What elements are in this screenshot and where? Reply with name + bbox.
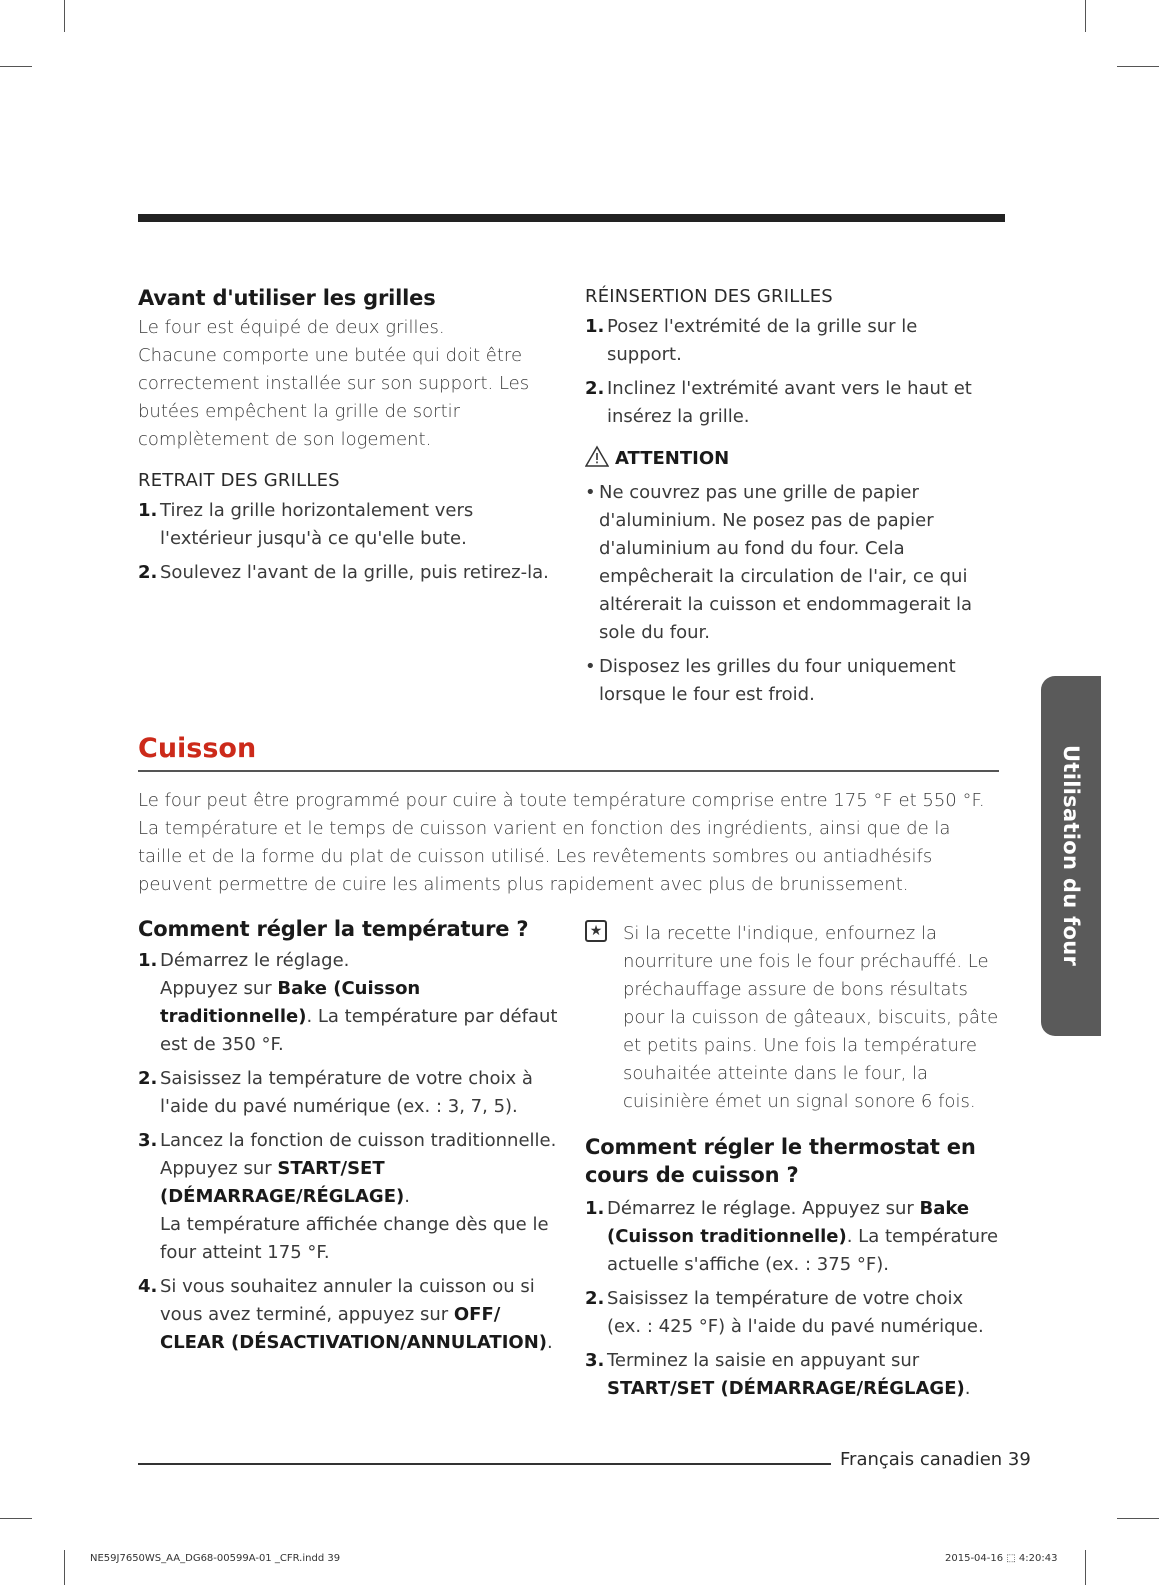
step-text: Saisissez la température de votre choix (ex. : 425 °F) à l'aide du pavé numérique.: [607, 1288, 984, 1337]
crop-mark: [0, 1518, 32, 1519]
print-slug-file: NE59J7650WS_AA_DG68-00599A-01 _CFR.indd 39: [90, 1553, 341, 1564]
attention-label: ATTENTION: [615, 448, 730, 469]
subheading: RETRAIT DES GRILLES: [138, 470, 340, 491]
step-text: Inclinez l'extrémité avant vers le haut et insérez la grille.: [607, 378, 972, 427]
print-slug-date: 2015-04-16 ⬚ 4:20:43: [945, 1553, 1058, 1564]
step-item: [138, 497, 558, 553]
step-text-part: .: [546, 1332, 553, 1353]
step-number: 1.: [585, 1198, 605, 1219]
temp-column: [138, 917, 558, 1357]
step-text-part: Si vous souhaitez annuler la cuisson ou si vous avez terminé, appuyez sur: [160, 1276, 535, 1325]
intro-block: [138, 787, 1000, 899]
chapter-side-tab: [1041, 676, 1101, 1036]
paragraph: La température et le temps de cuisson varient en fonction des ingrédients, ainsi que de la taille et de la forme du plat de cuisson utilisé. Les revêtements sombres ou antiadhésifs peuvent permettre de cuire les aliments plus rapidement avec plus de brunissement.: [138, 818, 951, 895]
section-heading: Comment régler le thermostat en cours de cuisson ?: [585, 1135, 976, 1187]
side-tab-label: Utilisation du four: [1059, 745, 1083, 967]
step-text-part: . La température par défaut est de 350 °F.: [160, 1006, 558, 1055]
note-block: [585, 920, 1000, 1116]
step-item: [585, 1285, 1000, 1341]
step-item: [585, 1195, 1000, 1279]
step-number: 3.: [138, 1130, 158, 1151]
step-item: [585, 375, 995, 431]
crop-mark: [1117, 1518, 1159, 1519]
step-item: [138, 559, 558, 587]
bullet-text: Disposez les grilles du four uniquement lorsque le four est froid.: [599, 656, 956, 705]
bullet-text: Ne couvrez pas une grille de papier d'aluminium. Ne posez pas de papier d'aluminium au fond du four. Cela empêcherait la circulation de l'air, ce qui altérerait la cuisson et endommagerait la sole du four.: [599, 482, 973, 643]
crop-mark: [1117, 66, 1159, 67]
key-label: Bake (Cuisson traditionnelle): [607, 1198, 970, 1247]
step-text-part: .: [964, 1378, 971, 1399]
step-item: [138, 1273, 558, 1357]
step-text-part: . La température actuelle s'affiche (ex. : 375 °F).: [607, 1226, 999, 1275]
step-text: [160, 1127, 558, 1267]
crop-mark: [64, 0, 65, 32]
thermo-column: [585, 1133, 1000, 1403]
step-text-part: Démarrez le réglage. Appuyez sur: [607, 1198, 920, 1219]
bullet-item: [585, 479, 995, 647]
step-number: 3.: [585, 1350, 605, 1371]
step-text-part: Terminez la saisie en appuyant sur: [607, 1350, 920, 1371]
page-footer: Français canadien 39: [840, 1449, 1031, 1470]
note-text: Si la recette l'indique, enfournez la nourriture une fois le four préchauffé. Le préchauffage assure de bons résultats pour la cuisson de gâteaux, biscuits, pâte et petits pains. Une fois la température souhaitée atteinte dans le four, la cuisinière émet un signal sonore 6 fois.: [623, 923, 999, 1112]
crop-mark: [1085, 1550, 1086, 1585]
key-label: START/SET (DÉMARRAGE/RÉGLAGE): [160, 1158, 405, 1207]
step-text-part: La température affichée change dès que le four atteint 175 °F.: [160, 1214, 549, 1263]
step-number: 2.: [138, 1068, 158, 1089]
step-item: [138, 1127, 558, 1267]
bullet-icon: •: [585, 482, 596, 503]
key-label: START/SET (DÉMARRAGE/RÉGLAGE): [607, 1378, 965, 1399]
step-text-part: Appuyez sur: [160, 978, 278, 999]
step-item: [138, 947, 558, 1059]
step-text-part: .: [404, 1186, 410, 1207]
step-text: Tirez la grille horizontalement vers l'extérieur jusqu'à ce qu'elle bute.: [160, 500, 474, 549]
crop-mark: [1085, 0, 1086, 32]
step-number: 2.: [138, 562, 158, 583]
step-item: [585, 1347, 1000, 1403]
step-number: 1.: [138, 950, 158, 971]
step-item: [585, 313, 995, 369]
step-number: 2.: [585, 378, 605, 399]
paragraph: Le four peut être programmé pour cuire à toute température comprise entre 175 °F et 550 °F.: [138, 790, 985, 811]
step-number: 4.: [138, 1276, 158, 1297]
step-item: [138, 1065, 558, 1121]
left-column: [138, 286, 558, 587]
paragraph: Chacune comporte une butée qui doit être correctement installée sur son support. Les butées empêchent la grille de sortir complètement de son logement.: [138, 345, 530, 450]
step-text-part: Lancez la fonction de cuisson traditionnelle. Appuyez sur: [160, 1130, 557, 1179]
step-number: 1.: [138, 500, 158, 521]
step-number: 1.: [585, 316, 605, 337]
key-label: OFF/ CLEAR (DÉSACTIVATION/ANNULATION): [160, 1304, 547, 1353]
step-text: [607, 1195, 1000, 1279]
crop-mark: [0, 66, 32, 67]
key-label: Bake (Cuisson traditionnelle): [160, 978, 421, 1027]
top-rule: [138, 214, 1005, 222]
step-text: Soulevez l'avant de la grille, puis retirez-la.: [160, 562, 549, 583]
step-text: [160, 947, 558, 1059]
warning-triangle-icon: [585, 445, 609, 467]
step-text: [160, 1273, 558, 1357]
footer-rule: [138, 1463, 831, 1465]
step-text: Saisissez la température de votre choix à l'aide du pavé numérique (ex. : 3, 7, 5).: [160, 1068, 533, 1117]
section-heading: Comment régler la température ?: [138, 917, 529, 941]
note-star-icon: ★: [585, 920, 607, 942]
section-heading: Avant d'utiliser les grilles: [138, 286, 436, 310]
crop-mark: [64, 1550, 65, 1585]
section-divider: [138, 770, 999, 772]
step-text: Posez l'extrémité de la grille sur le support.: [607, 316, 918, 365]
bullet-item: [585, 653, 995, 709]
paragraph: Le four est équipé de deux grilles.: [138, 317, 445, 338]
step-number: 2.: [585, 1288, 605, 1309]
subheading: RÉINSERTION DES GRILLES: [585, 286, 833, 307]
step-text-part: Démarrez le réglage.: [160, 950, 350, 971]
attention-heading: [585, 445, 995, 469]
bullet-icon: •: [585, 656, 596, 677]
section-title: Cuisson: [138, 733, 257, 764]
right-column: [585, 286, 995, 709]
step-text: [607, 1347, 1000, 1403]
